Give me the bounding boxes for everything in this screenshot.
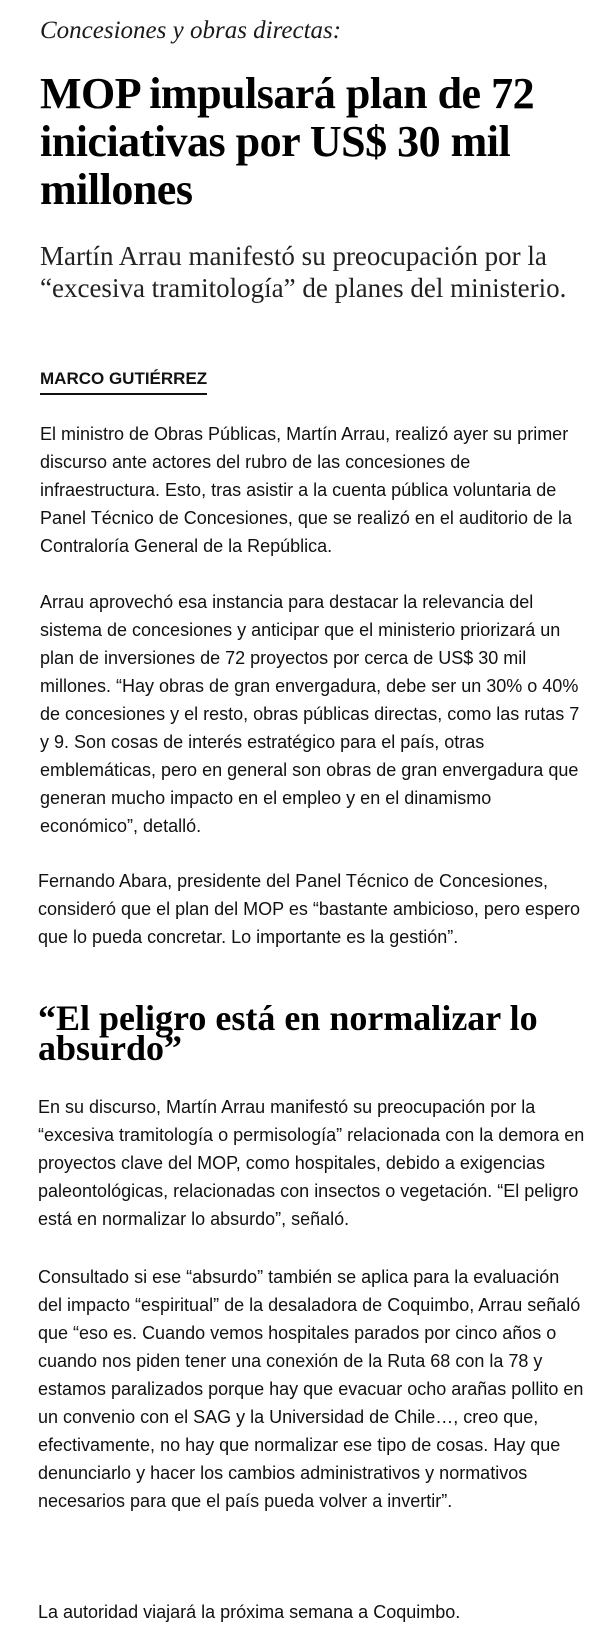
section-heading: “El peligro está en normalizar lo absurdo”	[38, 998, 538, 1068]
body-paragraph: El ministro de Obras Públicas, Martín Arrau, realizó ayer su primer discurso ante actores del rubro de las concesiones de infraestructura. Esto, tras asistir a la cuenta pública voluntaria de Panel Técnico de Concesiones, que se realizó en el auditorio de la Contraloría General de la República.	[40, 424, 573, 556]
body-paragraph: Consultado si ese “absurdo” también se aplica para la evaluación del impacto “espiritual” de la desaladora de Coquimbo, Arrau señaló que “eso es. Cuando vemos hospitales parados por cinco años o cuando nos piden tener una conexión de la Ruta 68 con la 78 y estamos paralizados porque hay que evacuar ocho arañas pollito en un convenio con el SAG y la Universidad de Chile…, creo que, efectivamente, no hay que normalizar ese tipo de cosas. Hay que denunciarlo y hacer los cambios administrativos y normativos necesarios para que el país pueda volver a invertir”.	[38, 1267, 584, 1511]
body-paragraph: En su discurso, Martín Arrau manifestó su preocupación por la “excesiva tramitología o permisología” relacionada con la demora en proyectos clave del MOP, como hospitales, debido a exigencias paleontológicas, relacionadas con insectos o vegetación. “El peligro está en normalizar lo absurdo”, señaló.	[38, 1097, 585, 1229]
body-paragraph: Arrau aprovechó esa instancia para destacar la relevancia del sistema de concesiones y anticipar que el ministerio priorizará un plan de inversiones de 72 proyectos por cerca de US$ 30 mil millones. “Hay obras de gran envergadura, debe ser un 30% o 40% de concesiones y el resto, obras públicas directas, como las rutas 7 y 9. Son cosas de interés estratégico para el país, otras emblemáticas, pero en general son obras de gran envergadura que generan mucho impacto en el empleo y en el dinamismo económico”, detalló.	[40, 592, 580, 836]
byline-author: MARCO GUTIÉRREZ	[40, 368, 207, 395]
body-paragraph: Fernando Abara, presidente del Panel Técnico de Concesiones, consideró que el plan del MOP es “bastante ambicioso, pero espero que lo pueda concretar. Lo importante es la gestión”.	[38, 871, 580, 947]
closing-paragraph: La autoridad viajará la próxima semana a Coquimbo.	[38, 1602, 461, 1622]
subtitle: Martín Arrau manifestó su preocupación por la “excesiva tramitología” de planes del ministerio.	[40, 241, 567, 303]
kicker: Concesiones y obras directas:	[40, 17, 342, 44]
headline: MOP impulsará plan de 72 iniciativas por US$ 30 mil millones	[40, 69, 535, 214]
